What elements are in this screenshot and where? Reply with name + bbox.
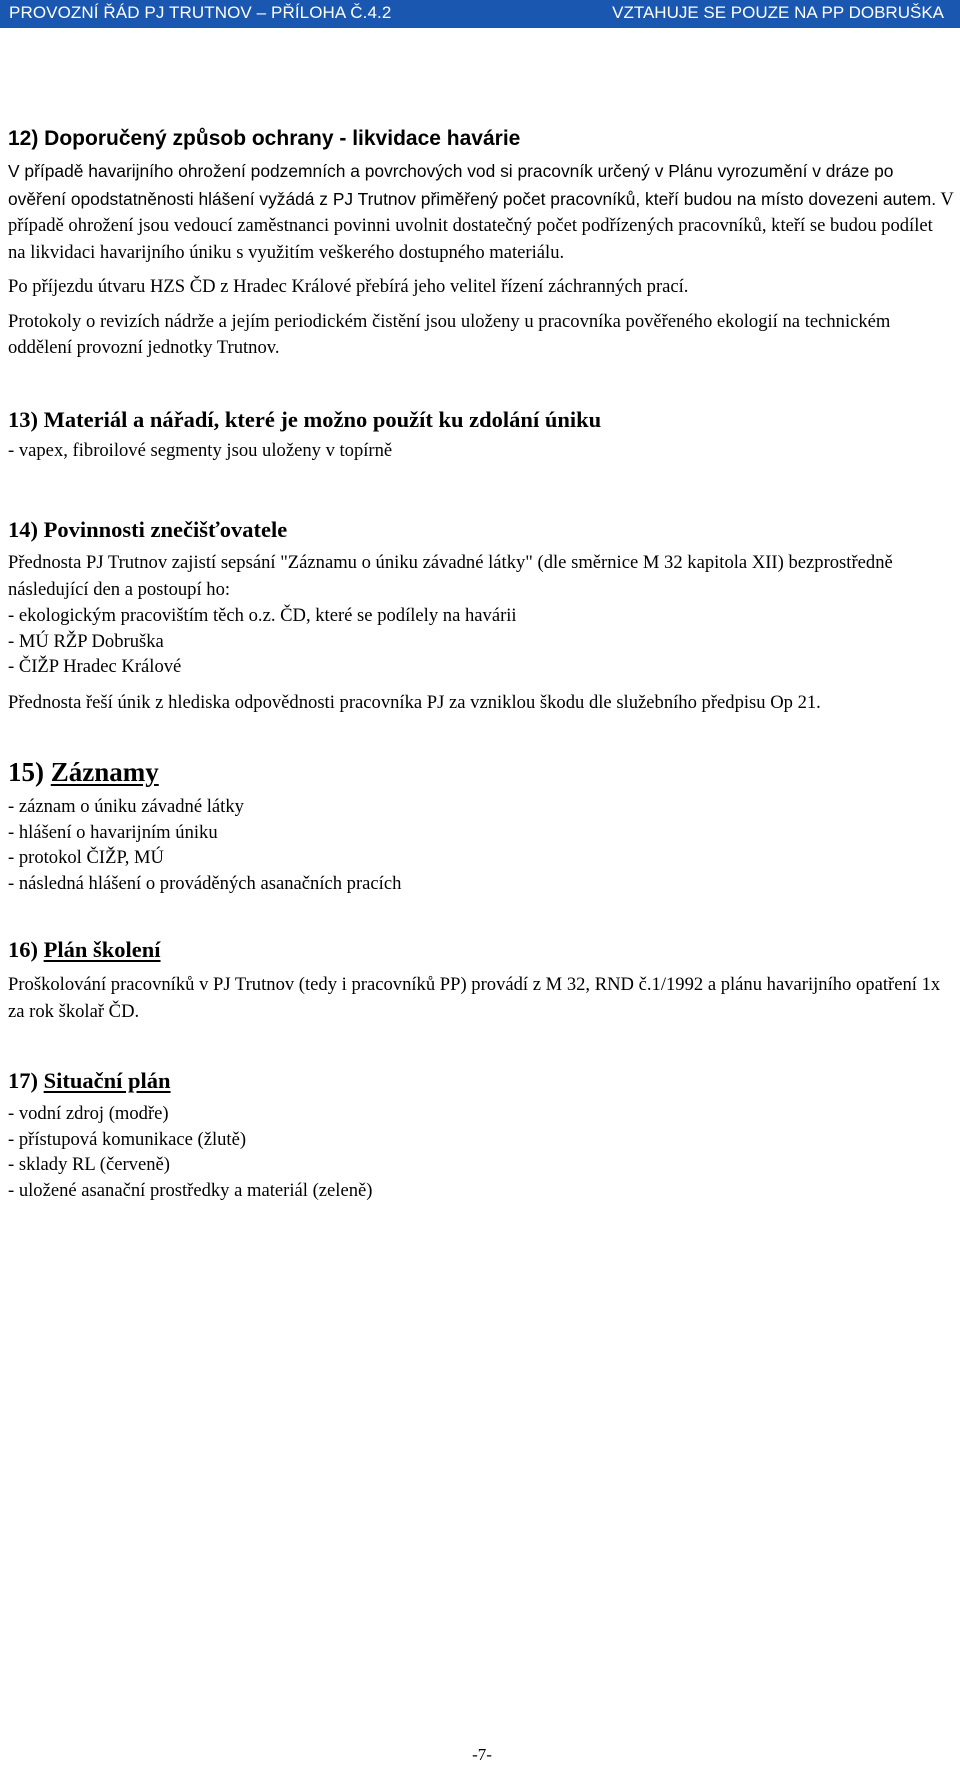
list-item: - uložené asanační prostředky a materiál (zeleně) — [8, 1179, 373, 1201]
document-body — [8, 124, 954, 1203]
section-14-recipient-list — [8, 603, 954, 680]
list-item: - ČIŽP Hradec Králové — [8, 656, 182, 677]
list-item: - přístupová komunikace (žlutě) — [8, 1128, 247, 1150]
section-16-title-text: Plán školení — [43, 937, 161, 962]
section-17 — [8, 1065, 954, 1203]
section-12-paragraph-1-sans: V případě havarijního ohrožení podzemních a povrchových vod si pracovník určený v Plánu vyrozumění v dráze po ověření opodstatněnosti hlášení vyžádá z PJ Trutnov přiměřený počet pracovníků, kteří budou na místo dovezeni autem. — [8, 161, 937, 209]
list-item: - ekologickým pracovištím těch o.z. ČD, které se podílely na havárii — [8, 605, 517, 626]
section-13-line: - vapex, fibroilové segmenty jsou uloženy v topírně — [8, 439, 393, 461]
section-16-paragraph: Proškolování pracovníků v PJ Trutnov (tedy i pracovníků PP) provádí z M 32, RND č.1/1992 a plánu havarijního opatření 1x za rok školař ČD. — [8, 974, 941, 1022]
section-12-paragraph-1-serif: V případě ohrožení jsou vedoucí zaměstnanci povinni uvolnit dostatečný počet podřízených pracovníků, kteří se budou podílet na likvidaci havarijního úniku s využitím veškerého dostupného materiálu. — [8, 188, 954, 263]
section-12 — [8, 124, 954, 362]
list-item: - hlášení o havarijním úniku — [8, 821, 218, 843]
section-13 — [8, 404, 954, 465]
section-15-title-text: Záznamy — [50, 757, 159, 787]
page-header — [0, 0, 960, 28]
section-14-paragraph-1: Přednosta PJ Trutnov zajistí sepsání "Záznamu o úniku závadné látky" (dle směrnice M 32 kapitola XII) bezprostředně následující den a postoupí ho: — [8, 552, 893, 600]
section-13-title: 13) Materiál a nářadí, které je možno použít ku zdolání úniku — [8, 406, 602, 432]
list-item: - protokol ČIŽP, MÚ — [8, 847, 164, 868]
section-12-paragraph-2: Po příjezdu útvaru HZS ČD z Hradec Králové přebírá jeho velitel řízení záchranných prací. — [8, 276, 689, 297]
section-17-title — [8, 1065, 954, 1097]
section-15 — [8, 754, 954, 896]
section-15-record-list — [8, 794, 954, 896]
section-14-title: 14) Povinnosti znečišťovatele — [8, 517, 288, 542]
list-item: - sklady RL (červeně) — [8, 1154, 170, 1175]
section-12-paragraph-1 — [8, 158, 954, 266]
section-16-number: 16) — [8, 937, 38, 962]
page-number: -7- — [472, 1745, 492, 1764]
list-item: - následná hlášení o prováděných asanačních pracích — [8, 872, 402, 894]
list-item: - MÚ RŽP Dobruška — [8, 630, 164, 652]
header-document-title: PROVOZNÍ ŘÁD PJ TRUTNOV – PŘÍLOHA Č.4.2 — [9, 3, 392, 22]
section-14-paragraph-2: Přednosta řeší únik z hlediska odpovědnosti pracovníka PJ za vzniklou škodu dle služebního předpisu Op 21. — [8, 691, 821, 713]
section-17-number: 17) — [8, 1068, 38, 1093]
header-scope-note: VZTAHUJE SE POUZE NA PP DOBRUŠKA — [612, 3, 944, 22]
page-footer — [0, 1745, 960, 1765]
section-17-legend-list — [8, 1101, 954, 1203]
section-14 — [8, 514, 954, 716]
list-item: - vodní zdroj (modře) — [8, 1103, 169, 1124]
section-15-title — [8, 754, 954, 790]
list-item: - záznam o úniku závadné látky — [8, 796, 244, 817]
section-16-title — [8, 934, 954, 966]
section-16 — [8, 934, 954, 1025]
section-12-title: 12) Doporučený způsob ochrany - likvidace havárie — [8, 127, 521, 150]
section-12-paragraph-3: Protokoly o revizích nádrže a jejím periodickém čistění jsou uloženy u pracovníka pověřeného ekologií na technickém oddělení provozní jednotky Trutnov. — [8, 310, 891, 358]
section-17-title-text: Situační plán — [43, 1068, 171, 1093]
section-15-number: 15) — [8, 757, 44, 787]
